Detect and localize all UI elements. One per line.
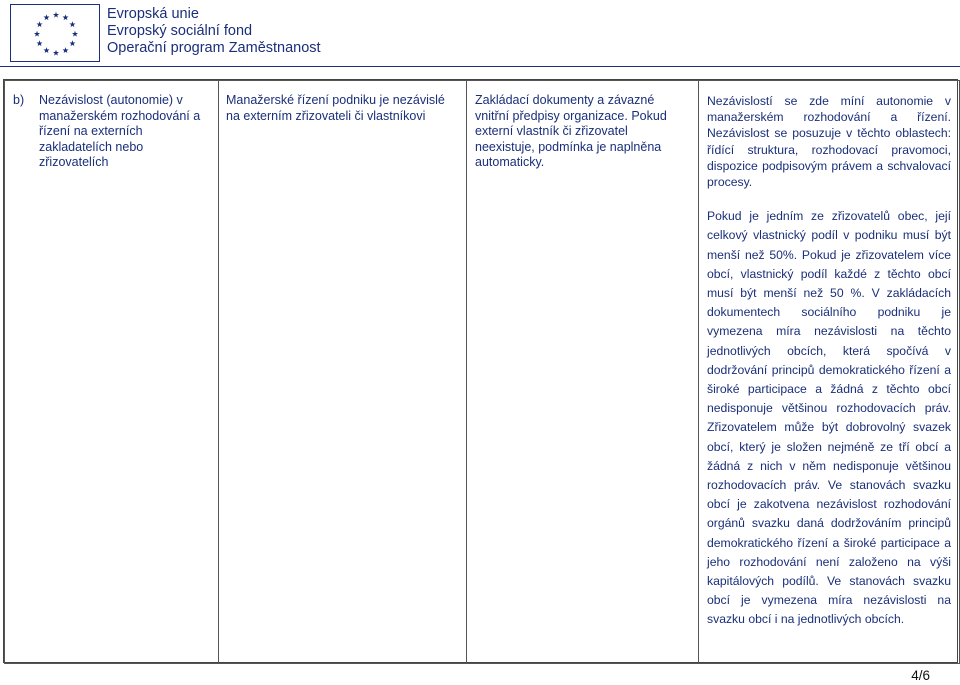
eu-star-icon [72,31,78,37]
evidence-text: Zakládací dokumenty a závazné vnitřní předpisy organizace. Pokud externí vlastník či zřizovatel neexistuje, podmínka je naplněna automaticky. [475,93,667,169]
criterion-name: Nezávislost (autonomie) v manažerském rozhodování a řízení na externích zakladatelích nebo zřizovatelích [39,93,201,169]
criteria-table [3,79,958,663]
description-cell [219,81,467,664]
header-line-2: Evropský sociální fond [107,23,253,39]
description-text: Manažerské řízení podniku je nezávislé na externím zřizovateli či vlastníkovi [226,93,445,123]
explanation-paragraph-2: Pokud je jedním ze zřizovatelů obec, její celkový vlastnický podíl v podniku musí být menší než 50%. Pokud je zřizovatelem více obcí, vlastnický podíl každé z těchto obcí musí být menší než 50 %. V zakládacích dokumentech sociálního podniku je vymezena míra nezávislosti na těchto jednotlivých obcích, která spočívá v dodržování principů demokratického řízení a široké participace a žádná z těchto obcí nedisponuje většinou rozhodovacích práv. Zřizovatelem může být dobrovolný svazek obcí, který je složen nejméně ze tří obcí a žádná z nich v něm nedisponuje většinou rozhodovacích práv. Ve stanovách svazku obcí je zakotvena nezávislost rozhodování orgánů svazku daná dodržováním principů demokratického řízení a široké participace a jeho rozhodování není založeno na výši kapitálových podílů. Ve stanovách svazku obcí je vymezena míra nezávislosti na svazku obcí i na jednotlivých obcích. [707,209,951,627]
eu-star-icon [37,40,43,46]
eu-star-icon [53,12,59,18]
criterion-cell [5,81,219,664]
eu-star-icon [69,21,75,27]
evidence-cell [467,81,699,664]
eu-flag-icon [10,4,100,62]
table-row [5,81,960,664]
explanation-paragraph-1: Nezávislostí se zde míní autonomie v manažerském rozhodování a řízení. Nezávislost se posuzuje v těchto oblastech: řídící struktura, rozhodovací pravomoci, dispozice podpisovým právem a schvalovací procesy. [707,94,951,190]
page-number: 4/6 [911,668,930,683]
eu-star-icon [37,21,43,27]
header-line-3: Operační program Zaměstnanost [107,40,321,56]
eu-star-icon [43,14,49,20]
explanation-cell [699,81,960,664]
header-divider [0,66,960,67]
header [10,4,321,62]
eu-star-icon [69,40,75,46]
criterion-label: b) [13,93,25,107]
eu-star-icon [34,31,40,37]
eu-star-icon [62,14,68,20]
header-line-1: Evropská unie [107,6,199,22]
eu-star-icon [53,50,59,56]
eu-star-icon [62,47,68,53]
eu-star-icon [43,47,49,53]
header-text [107,6,321,57]
